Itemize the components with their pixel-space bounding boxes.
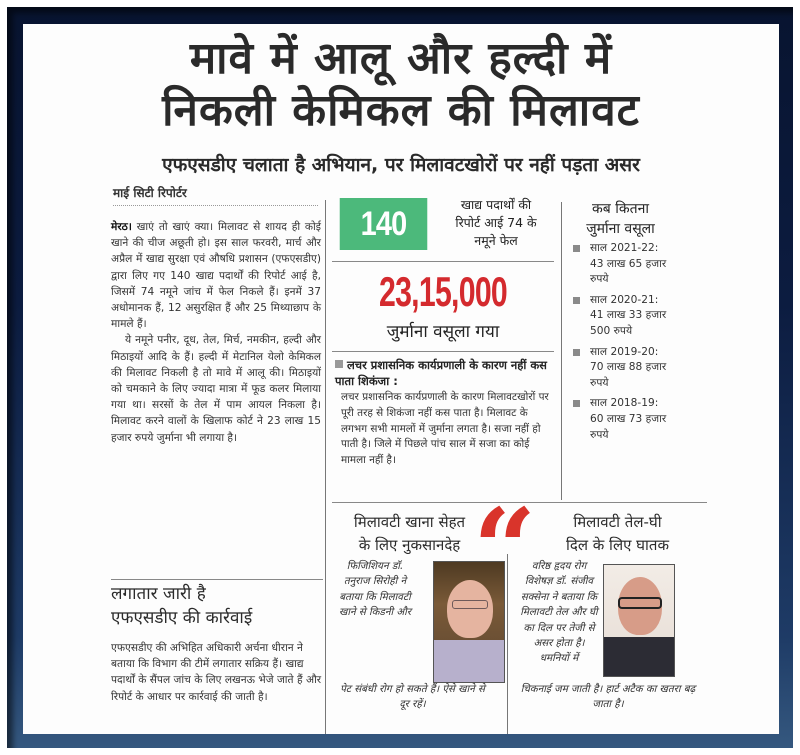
samples-caption-line-1: खाद्य पदार्थों की: [460, 197, 532, 212]
section2-title-line-1: लगातार जारी है: [111, 584, 206, 604]
fine-amount: 23,15,000: [378, 268, 508, 315]
mid-box-heading-text: लचर प्रशासनिक कार्यप्रणाली के कारण नहीं कस पाता शिकंजा :: [335, 358, 547, 388]
doctor-photo-sanjeev-saxena: [603, 564, 675, 677]
stat-divider: [332, 261, 554, 262]
samples-stat-caption: [441, 196, 551, 250]
fine-divider: [332, 351, 554, 352]
bullet-square-icon: [335, 360, 343, 368]
quote1-title: [332, 511, 487, 557]
main-story-para-2: ये नमूने पनीर, दूध, तेल, मिर्च, नमकीन, हल्दी और मिठाइयों आदि के हैं। हल्दी में मेटानिल येलो केमिकल की मिलावट निकली है तो मावे में आलू की। मिठाइयों को चमकाने के लिए ज्यादा मात्रा में फूड कलर मिलाया गया था। सरसों के तेल में पाम आयल निकला है। मिलावट करने वालों के खिलाफ कोर्ट ने 23 लाख 15 हजार रुपये जुर्माना भी लगाया है।: [111, 334, 321, 444]
bullet-square-icon: [573, 400, 580, 407]
fines-sidebar-title: [568, 199, 673, 239]
byline-divider: [113, 205, 318, 206]
byline: माई सिटी रिपोर्टर: [113, 186, 187, 200]
samples-caption-line-2: रिपोर्ट आई 74 के: [455, 215, 537, 230]
quote2-title-line-2: दिल के लिए घातक: [565, 536, 669, 554]
fine-year: साल 2021-22:: [590, 242, 659, 254]
quote2-tail: चिकनाई जम जाती है। हार्ट अटैक का खतरा बढ़ जाता है।: [520, 684, 696, 711]
main-story: [111, 219, 321, 446]
fines-list-item: [573, 345, 683, 392]
samples-stat-box: 140: [340, 198, 428, 250]
mid-box-body: लचर प्रशासनिक कार्यप्रणाली के कारण मिलावटखोरों पर पूरी तरह से शिकंजा नहीं कस पाता है। मिलावट के लगभग सभी मामलों में जुर्माना लगता है। सजा नहीं हो पाती है। जिले में पिछले पांच साल में सजा का कोई मामला नहीं है।: [341, 391, 549, 467]
fine-caption: जुर्माना वसूला गया: [386, 322, 500, 342]
quote1-title-line-2: के लिए नुकसानदेह: [358, 536, 461, 554]
section-divider: [111, 579, 323, 580]
fines-title-line-2: जुर्माना वसूला: [586, 221, 655, 237]
fines-list: [573, 241, 683, 448]
column-divider-1: [325, 200, 326, 734]
quote1-tail: पेट संबंधी रोग हो सकते हैं। ऐसे खाने से दूर रहें।: [340, 684, 485, 711]
main-story-text-1: खाएं तो खाएं क्या। मिलावट से शायद ही कोई खाने की चीज अछूती हो। इस साल फरवरी, मार्च और अप्रैल में खाद्य सुरक्षा एवं औषधि प्रशासन (एफएसडीए) द्वारा लिए गए 140 खाद्य पदार्थों की रिपोर्ट आई है, जिसमें 74 नमूने जांच में फेल निकले हैं। इनमें 37 अधोमानक हैं, 12 असुरक्षित हैं और 25 मिथ्याछाप के मामले हैं।: [111, 221, 321, 331]
fine-amount-value: 60 लाख 73 हजार रुपये: [590, 412, 667, 441]
fine-amount-value: 41 लाख 33 हजार 500 रुपये: [590, 309, 667, 337]
quote2-title-line-1: मिलावटी तेल-घी: [573, 513, 662, 531]
bullet-square-icon: [573, 245, 580, 252]
quotes-column-divider: [507, 554, 508, 734]
samples-caption-line-3: नमूने फेल: [474, 233, 518, 248]
column-divider-2: [561, 202, 562, 500]
newspaper-clipping: [23, 24, 779, 734]
glasses-shape: [618, 597, 662, 609]
quote1-title-line-1: मिलावटी खाना सेहत: [353, 513, 466, 531]
main-story-para-1: [111, 219, 321, 332]
fines-title-line-1: कब कितना: [592, 201, 649, 217]
fine-amount-value: 70 लाख 88 हजार रुपये: [590, 361, 667, 389]
dateline: मेरठ।: [111, 221, 132, 233]
quote2-title: [530, 511, 705, 557]
fine-year: साल 2020-21:: [590, 293, 659, 306]
mid-box-heading: [335, 357, 555, 389]
headline-line-1: मावे में आलू और हल्दी में: [189, 33, 613, 84]
shirt-shape: [604, 637, 675, 677]
shirt-shape: [434, 640, 505, 683]
quote-mark-icon: “: [473, 484, 537, 613]
quote1-text: फिजिशियन डॉ. तनुराज सिरोही ने बताया कि मिलावटी खाने से किडनी और: [338, 561, 412, 619]
fine-year: साल 2019-20:: [590, 345, 659, 358]
quote2-text: वरिष्ठ हृदय रोग विशेषज्ञ डॉ. संजीव सक्सेना ने बताया कि मिलावटी तेल और घी का दिल पर तेजी से असर होता है। धमनियों में: [520, 561, 598, 665]
section2-body: एफएसडीए की अभिहित अधिकारी अर्चना धीरान ने बताया कि विभाग की टीमें लगातार सक्रिय हैं। खाद्य पदार्थों के सैंपल जांच के लिए लखनऊ भेजे जाते हैं और रिपोर्ट के आधार पर कार्रवाई की जाती है।: [111, 642, 322, 703]
section2-title-line-2: एफएसडीए की कार्रवाई: [111, 608, 253, 628]
bullet-square-icon: [573, 349, 580, 356]
subheadline: एफएसडीए चलाता है अभियान, पर मिलावटखोरों पर नहीं पड़ता असर: [162, 154, 640, 176]
fines-list-item: [573, 241, 683, 288]
fine-amount-value: 43 लाख 65 हजार रुपये: [590, 257, 667, 286]
fines-list-item: [573, 396, 683, 443]
bullet-square-icon: [573, 297, 580, 304]
section2-title: [111, 582, 326, 630]
fine-year: साल 2018-19:: [590, 397, 659, 410]
headline-line-2: निकली केमिकल की मिलावट: [162, 85, 640, 136]
fines-list-item: [573, 293, 683, 340]
